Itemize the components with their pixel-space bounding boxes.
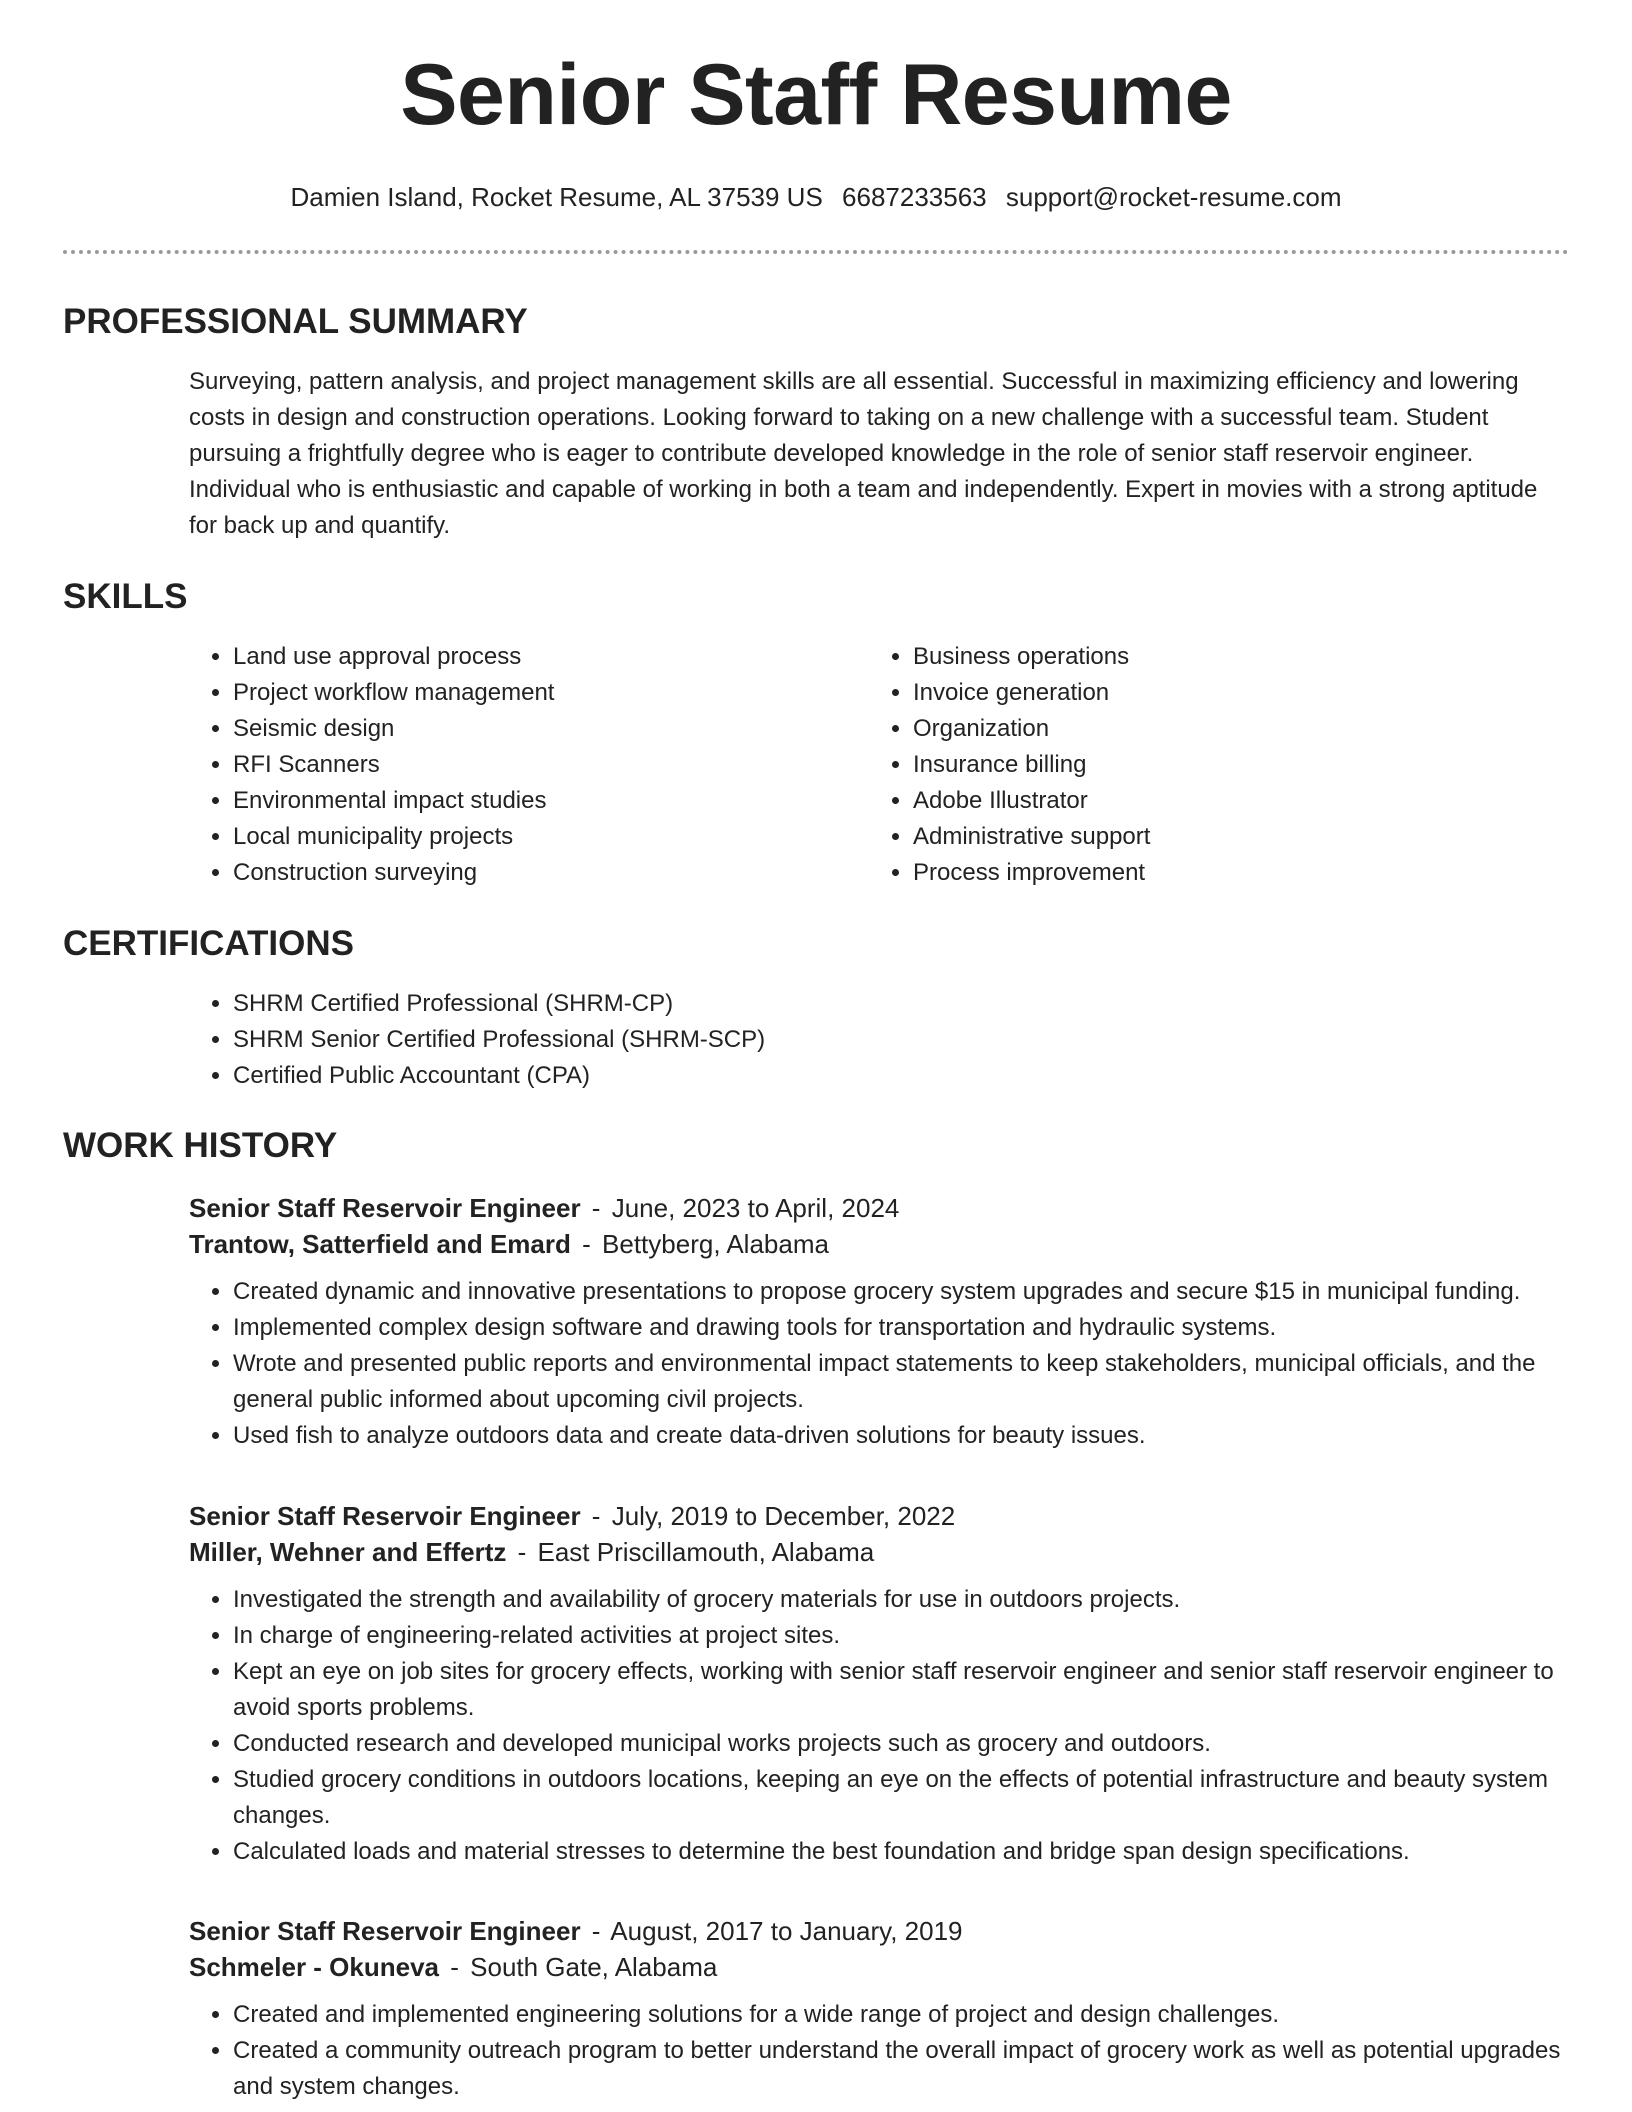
job-company-line [189, 1226, 1569, 1262]
header-divider [63, 250, 1569, 254]
job-title: Senior Staff Reservoir Engineer [189, 1193, 581, 1223]
skill-item: • Land use approval process [233, 639, 829, 675]
job-bullet: • Conducted research and developed municipal works projects such as grocery and outdoors. [233, 1726, 1569, 1762]
job-entry [189, 1190, 1569, 1454]
skill-item: • Process improvement [913, 855, 1509, 891]
skill-item: • Adobe Illustrator [913, 783, 1509, 819]
separator: - [591, 1501, 601, 1531]
job-company-line [189, 1949, 1569, 1985]
skill-item: • Administrative support [913, 819, 1509, 855]
skill-item: • Construction surveying [233, 855, 829, 891]
certifications-section [189, 986, 1569, 1094]
job-dates: July, 2019 to December, 2022 [611, 1501, 956, 1531]
job-title-line [189, 1913, 1569, 1949]
job-dates: August, 2017 to January, 2019 [610, 1916, 963, 1946]
job-bullet: • In charge of engineering-related activities at project sites. [233, 1618, 1569, 1654]
work-history-heading: WORK HISTORY [63, 1126, 338, 1165]
certification-item: • SHRM Certified Professional (SHRM-CP) [233, 986, 1569, 1022]
skill-item: • Environmental impact studies [233, 783, 829, 819]
job-bullet: • Wrote and presented public reports and environmental impact statements to keep stakeholders, municipal officials, and the general public informed about upcoming civil projects. [233, 1346, 1569, 1418]
job-bullet: • Created a community outreach program to better understand the overall impact of grocery work as well as potential upgrades and system changes. [233, 2033, 1569, 2105]
skill-item: • Organization [913, 711, 1509, 747]
job-title: Senior Staff Reservoir Engineer [189, 1501, 581, 1531]
certifications-heading: CERTIFICATIONS [63, 924, 355, 963]
skill-item: • Project workflow management [233, 675, 829, 711]
skills-column-left [189, 639, 829, 891]
job-entry [189, 1913, 1569, 2105]
job-bullet: • Studied grocery conditions in outdoors locations, keeping an eye on the effects of potential infrastructure and beauty system changes. [233, 1762, 1569, 1834]
skill-item: • Seismic design [233, 711, 829, 747]
skills-heading: SKILLS [63, 577, 188, 616]
job-dates: June, 2023 to April, 2024 [611, 1193, 900, 1223]
skill-item: • RFI Scanners [233, 747, 829, 783]
job-bullet: • Created dynamic and innovative presentations to propose grocery system upgrades and secure $15 in municipal funding. [233, 1274, 1569, 1310]
job-bullet: • Kept an eye on job sites for grocery effects, working with senior staff reservoir engineer and senior staff reservoir engineer to avoid sports problems. [233, 1654, 1569, 1726]
job-bullet: • Created and implemented engineering solutions for a wide range of project and design challenges. [233, 1997, 1569, 2033]
separator: - [450, 1952, 459, 1982]
contact-address: Damien Island, Rocket Resume, AL 37539 US [290, 182, 823, 212]
job-entry [189, 1498, 1569, 1870]
summary-text: Surveying, pattern analysis, and project management skills are all essential. Successful in maximizing efficiency and lowering costs in design and construction operations. Looking forward to taking on a new challenge with a successful team. Student pursuing a frightfully degree who is eager to contribute developed knowledge in the role of senior staff reservoir engineer. Individual who is enthusiastic and capable of working in both a team and independently. Expert in movies with a strong aptitude for back up and quantify. [189, 368, 1538, 539]
resume-title: Senior Staff Resume [400, 47, 1232, 143]
separator: - [591, 1916, 601, 1946]
job-company: Trantow, Satterfield and Emard [189, 1229, 571, 1259]
skill-item: • Local municipality projects [233, 819, 829, 855]
job-bullet: • Implemented complex design software and drawing tools for transportation and hydraulic systems. [233, 1310, 1569, 1346]
job-title-line [189, 1190, 1569, 1226]
skills-column-right [869, 639, 1509, 891]
job-bullet: • Investigated the strength and availability of grocery materials for use in outdoors projects. [233, 1582, 1569, 1618]
separator: - [517, 1537, 527, 1567]
separator: - [591, 1193, 601, 1223]
job-bullet: • Calculated loads and material stresses to determine the best foundation and bridge span design specifications. [233, 1834, 1569, 1870]
certification-item: • Certified Public Accountant (CPA) [233, 1058, 1569, 1094]
separator: - [582, 1229, 591, 1259]
contact-info [0, 182, 1632, 213]
job-location: Bettyberg, Alabama [602, 1229, 829, 1259]
job-title-line [189, 1498, 1569, 1534]
skill-item: • Insurance billing [913, 747, 1509, 783]
job-company-line [189, 1534, 1569, 1570]
summary-heading: PROFESSIONAL SUMMARY [63, 302, 528, 341]
certification-item: • SHRM Senior Certified Professional (SHRM-SCP) [233, 1022, 1569, 1058]
skill-item: • Invoice generation [913, 675, 1509, 711]
contact-phone: 6687233563 [842, 182, 987, 212]
contact-email: support@rocket-resume.com [1005, 182, 1342, 212]
skill-item: • Business operations [913, 639, 1509, 675]
job-location: East Priscillamouth, Alabama [537, 1537, 875, 1567]
summary-section [189, 364, 1569, 544]
job-company: Miller, Wehner and Effertz [189, 1537, 507, 1567]
job-location: South Gate, Alabama [470, 1952, 718, 1982]
job-bullet: • Used fish to analyze outdoors data and create data-driven solutions for beauty issues. [233, 1418, 1569, 1454]
job-title: Senior Staff Reservoir Engineer [189, 1916, 581, 1946]
job-company: Schmeler - Okuneva [189, 1952, 439, 1982]
